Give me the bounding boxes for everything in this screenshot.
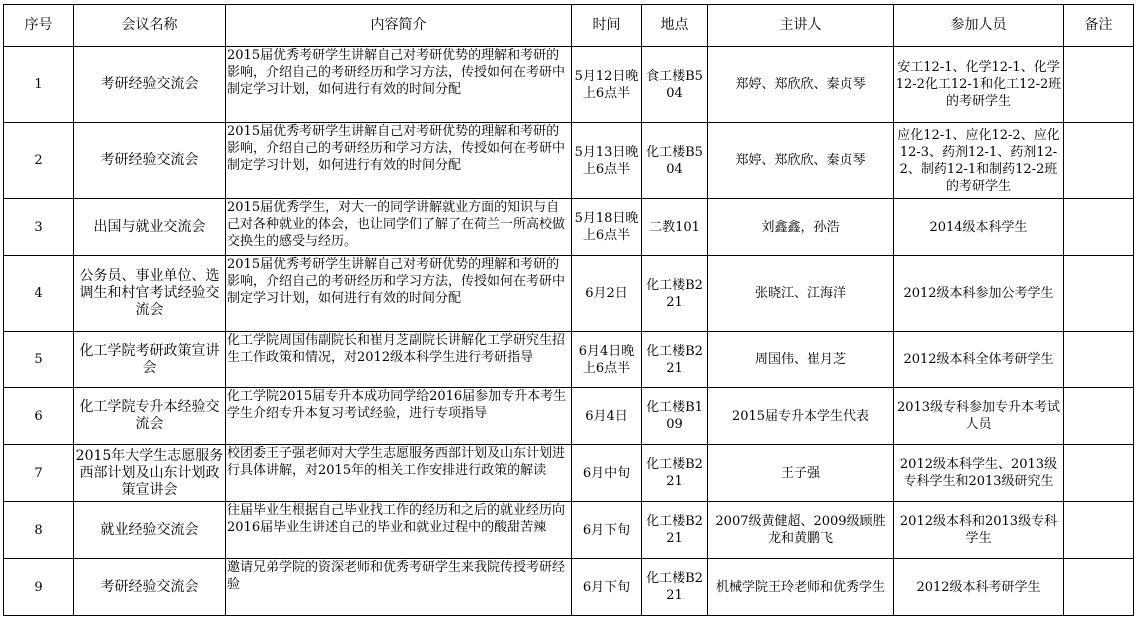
cell-desc: 化工学院2015届专升本成功同学给2016届参加专升本考生学生介绍专升本复习考试经验，进行专项指导 xyxy=(226,388,572,445)
table-row xyxy=(4,123,1134,199)
cell-attendees: 2014级本科学生 xyxy=(894,199,1064,256)
cell-desc: 邀请兄弟学院的资深老师和优秀考研学生来我院传授考研经验 xyxy=(226,559,572,616)
header-no: 序号 xyxy=(4,5,74,47)
cell-no: 9 xyxy=(4,559,74,616)
cell-note xyxy=(1064,199,1134,256)
cell-time: 5月13日晚上6点半 xyxy=(572,123,642,199)
cell-desc: 2015届优秀学生，对大一的同学讲解就业方面的知识与自己对各种就业的体会，也让同学们了解了在荷兰一所高校做交换生的感受与经历。 xyxy=(226,199,572,256)
cell-place: 化工楼B221 xyxy=(642,502,708,559)
cell-note xyxy=(1064,123,1134,199)
cell-speaker: 郑婷、郑欣欣、秦贞琴 xyxy=(708,47,894,123)
cell-place: 化工楼B221 xyxy=(642,256,708,332)
cell-desc: 2015届优秀考研学生讲解自己对考研优势的理解和考研的影响，介绍自己的考研经历和学习方法，传授如何在考研中制定学习计划，如何进行有效的时间分配 xyxy=(226,123,572,199)
header-note: 备注 xyxy=(1064,5,1134,47)
cell-attendees: 应化12-1、应化12-2、应化12-3、药剂12-1、药剂12-2、制药12-1和制药12-2班的考研学生 xyxy=(894,123,1064,199)
cell-no: 7 xyxy=(4,445,74,502)
cell-desc: 化工学院周国伟副院长和崔月芝副院长讲解化工学研究生招生工作政策和情况，对2012级本科学生进行考研指导 xyxy=(226,332,572,388)
cell-note xyxy=(1064,388,1134,445)
cell-desc: 往届毕业生根据自己毕业找工作的经历和之后的就业经历向2016届毕业生讲述自己的毕业和就业过程中的酸甜苦辣 xyxy=(226,502,572,559)
header-time: 时间 xyxy=(572,5,642,47)
cell-place: 化工楼B221 xyxy=(642,445,708,502)
cell-no: 8 xyxy=(4,502,74,559)
cell-time: 5月18日晚上6点半 xyxy=(572,199,642,256)
cell-no: 6 xyxy=(4,388,74,445)
cell-speaker: 周国伟、崔月芝 xyxy=(708,332,894,388)
cell-no: 1 xyxy=(4,47,74,123)
cell-time: 5月12日晚上6点半 xyxy=(572,47,642,123)
cell-name: 就业经验交流会 xyxy=(74,502,226,559)
cell-place: 二教101 xyxy=(642,199,708,256)
cell-desc: 2015届优秀考研学生讲解自己对考研优势的理解和考研的影响，介绍自己的考研经历和学习方法，传授如何在考研中制定学习计划，如何进行有效的时间分配 xyxy=(226,256,572,332)
cell-speaker: 机械学院王玲老师和优秀学生 xyxy=(708,559,894,616)
cell-name: 化工学院专升本经验交流会 xyxy=(74,388,226,445)
cell-no: 2 xyxy=(4,123,74,199)
header-speaker: 主讲人 xyxy=(708,5,894,47)
cell-place: 化工楼B221 xyxy=(642,559,708,616)
cell-name: 考研经验交流会 xyxy=(74,47,226,123)
cell-note xyxy=(1064,47,1134,123)
table-row xyxy=(4,388,1134,445)
table-row xyxy=(4,445,1134,502)
cell-attendees: 安工12-1、化学12-1、化学12-2化工12-1和化工12-2班的考研学生 xyxy=(894,47,1064,123)
cell-attendees: 2013级专科参加专升本考试人员 xyxy=(894,388,1064,445)
cell-time: 6月下旬 xyxy=(572,502,642,559)
table-row xyxy=(4,199,1134,256)
cell-note xyxy=(1064,445,1134,502)
cell-note xyxy=(1064,559,1134,616)
cell-attendees: 2012级本科参加公考学生 xyxy=(894,256,1064,332)
table-row xyxy=(4,332,1134,388)
cell-speaker: 张晓江、江海洋 xyxy=(708,256,894,332)
cell-place: 化工楼B504 xyxy=(642,123,708,199)
header-desc: 内容简介 xyxy=(226,5,572,47)
cell-name: 公务员、事业单位、选调生和村官考试经验交流会 xyxy=(74,256,226,332)
table-row xyxy=(4,47,1134,123)
cell-speaker: 2007级黄健超、2009级顾胜龙和黄鹏飞 xyxy=(708,502,894,559)
header-name: 会议名称 xyxy=(74,5,226,47)
cell-name: 考研经验交流会 xyxy=(74,123,226,199)
cell-attendees: 2012级本科全体考研学生 xyxy=(894,332,1064,388)
cell-note xyxy=(1064,256,1134,332)
cell-speaker: 2015届专升本学生代表 xyxy=(708,388,894,445)
cell-note xyxy=(1064,502,1134,559)
cell-time: 6月下旬 xyxy=(572,559,642,616)
cell-no: 4 xyxy=(4,256,74,332)
header-row xyxy=(4,5,1134,47)
cell-no: 3 xyxy=(4,199,74,256)
cell-place: 食工楼B504 xyxy=(642,47,708,123)
cell-attendees: 2012级本科和2013级专科学生 xyxy=(894,502,1064,559)
table-row xyxy=(4,559,1134,616)
cell-name: 2015年大学生志愿服务西部计划及山东计划政策宣讲会 xyxy=(74,445,226,502)
cell-place: 化工楼B221 xyxy=(642,332,708,388)
cell-desc: 2015届优秀考研学生讲解自己对考研优势的理解和考研的影响，介绍自己的考研经历和学习方法，传授如何在考研中制定学习计划，如何进行有效的时间分配 xyxy=(226,47,572,123)
cell-attendees: 2012级本科考研学生 xyxy=(894,559,1064,616)
table-row xyxy=(4,502,1134,559)
header-attendees: 参加人员 xyxy=(894,5,1064,47)
cell-attendees: 2012级本科学生、2013级专科学生和2013级研究生 xyxy=(894,445,1064,502)
cell-time: 6月4日 xyxy=(572,388,642,445)
cell-time: 6月2日 xyxy=(572,256,642,332)
cell-name: 考研经验交流会 xyxy=(74,559,226,616)
cell-note xyxy=(1064,332,1134,388)
meeting-schedule-table xyxy=(3,4,1134,616)
cell-speaker: 刘鑫鑫，孙浩 xyxy=(708,199,894,256)
cell-no: 5 xyxy=(4,332,74,388)
table-row xyxy=(4,256,1134,332)
cell-time: 6月4日晚上6点半 xyxy=(572,332,642,388)
header-place: 地点 xyxy=(642,5,708,47)
cell-desc: 校团委王子强老师对大学生志愿服务西部计划及山东计划进行具体讲解，对2015年的相关工作安排进行政策的解读 xyxy=(226,445,572,502)
cell-speaker: 王子强 xyxy=(708,445,894,502)
cell-time: 6月中旬 xyxy=(572,445,642,502)
cell-place: 化工楼B109 xyxy=(642,388,708,445)
cell-name: 出国与就业交流会 xyxy=(74,199,226,256)
cell-speaker: 郑婷、郑欣欣、秦贞琴 xyxy=(708,123,894,199)
cell-name: 化工学院考研政策宣讲会 xyxy=(74,332,226,388)
